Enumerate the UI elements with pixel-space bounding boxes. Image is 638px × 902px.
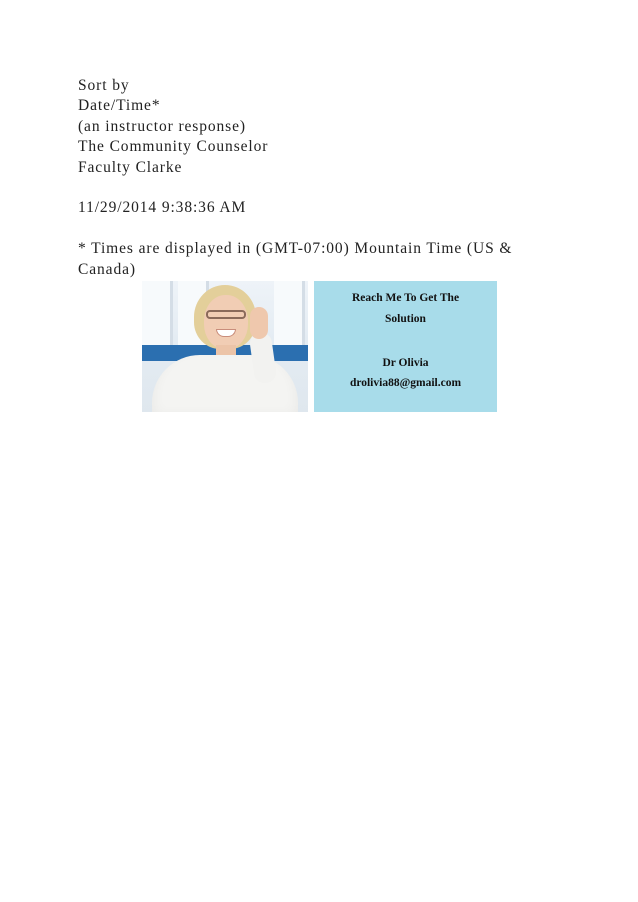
white-blouse (152, 355, 298, 412)
contact-banner (142, 281, 497, 412)
window-pane (274, 281, 305, 351)
hand (250, 307, 268, 339)
post-body (78, 76, 578, 280)
timezone-footnote-line-1: * Times are displayed in (GMT-07:00) Mountain Time (US & (78, 240, 513, 258)
spacer (78, 219, 578, 239)
contact-name: Dr Olivia (382, 357, 429, 369)
author-name: Faculty Clarke (78, 158, 183, 176)
face (204, 295, 248, 349)
tagline-line-2: Solution (385, 313, 426, 325)
spacer (78, 178, 578, 198)
glasses-icon (206, 310, 246, 319)
woman-portrait-photo (142, 281, 308, 412)
contact-email: drolivia88@gmail.com (349, 377, 462, 389)
author-title: The Community Counselor (78, 138, 269, 156)
post-timestamp: 11/29/2014 9:38:36 AM (78, 199, 247, 217)
timezone-footnote-line-2: Canada) (78, 260, 136, 278)
sort-by-label: Sort by (78, 77, 130, 94)
instructor-response-note: (an instructor response) (78, 117, 246, 135)
tagline-line-1: Reach Me To Get The (351, 292, 460, 304)
date-time-label: Date/Time* (78, 97, 161, 115)
contact-info-panel (314, 281, 497, 412)
window-pane (142, 281, 173, 351)
